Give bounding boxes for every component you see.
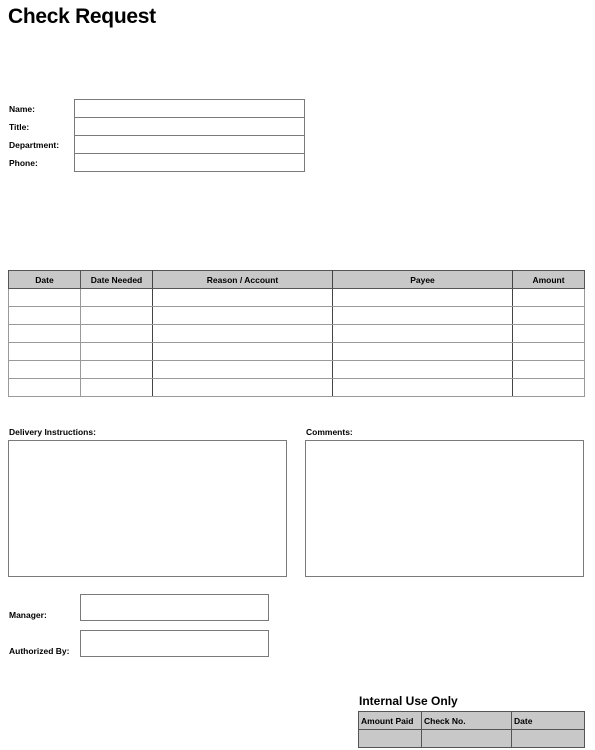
- name-label: Name:: [9, 104, 35, 114]
- check-no-cell[interactable]: [422, 730, 512, 748]
- date-cell[interactable]: [9, 289, 81, 307]
- payee-cell[interactable]: [333, 343, 513, 361]
- table-row: [9, 289, 585, 307]
- reason-account-cell[interactable]: [153, 361, 333, 379]
- manager-label: Manager:: [9, 610, 47, 620]
- department-label: Department:: [9, 140, 60, 150]
- phone-label: Phone:: [9, 158, 38, 168]
- date-needed-cell[interactable]: [81, 325, 153, 343]
- phone-field[interactable]: [75, 154, 304, 171]
- payee-cell[interactable]: [333, 325, 513, 343]
- payee-cell[interactable]: [333, 379, 513, 397]
- amount-cell[interactable]: [513, 289, 585, 307]
- title-field[interactable]: [75, 118, 304, 136]
- title-label: Title:: [9, 122, 30, 132]
- authorized-by-field[interactable]: [80, 630, 269, 657]
- table-row: [9, 361, 585, 379]
- name-field[interactable]: [75, 100, 304, 118]
- amount-cell[interactable]: [513, 361, 585, 379]
- date-needed-cell[interactable]: [81, 361, 153, 379]
- page-title: Check Request: [8, 5, 156, 28]
- amount-cell[interactable]: [513, 307, 585, 325]
- date-needed-cell[interactable]: [81, 379, 153, 397]
- reason-account-cell[interactable]: [153, 307, 333, 325]
- date-cell[interactable]: [9, 343, 81, 361]
- amount-cell[interactable]: [513, 343, 585, 361]
- payee-cell[interactable]: [333, 307, 513, 325]
- date-cell[interactable]: [9, 361, 81, 379]
- column-header-amount-paid: Amount Paid: [359, 712, 422, 730]
- column-header-payee: Payee: [333, 271, 513, 289]
- comments-label: Comments:: [306, 427, 353, 437]
- table-row: [9, 343, 585, 361]
- column-header-date-needed: Date Needed: [81, 271, 153, 289]
- reason-account-cell[interactable]: [153, 289, 333, 307]
- internal-use-header: [359, 712, 585, 730]
- internal-use-table: [358, 711, 585, 748]
- authorized-by-label: Authorized By:: [9, 646, 70, 656]
- request-table: [8, 270, 585, 397]
- date-cell[interactable]: [9, 325, 81, 343]
- amount-cell[interactable]: [513, 325, 585, 343]
- request-table-header: [9, 271, 585, 289]
- column-header-reason-account: Reason / Account: [153, 271, 333, 289]
- comments-field[interactable]: [305, 440, 584, 577]
- reason-account-cell[interactable]: [153, 325, 333, 343]
- department-field[interactable]: [75, 136, 304, 154]
- column-header-internal-date: Date: [512, 712, 585, 730]
- table-row: [9, 379, 585, 397]
- column-header-amount: Amount: [513, 271, 585, 289]
- column-header-date: Date: [9, 271, 81, 289]
- requester-info-fields: [74, 99, 305, 172]
- amount-paid-cell[interactable]: [359, 730, 422, 748]
- reason-account-cell[interactable]: [153, 343, 333, 361]
- internal-use-title: Internal Use Only: [359, 694, 458, 708]
- date-cell[interactable]: [9, 307, 81, 325]
- date-needed-cell[interactable]: [81, 289, 153, 307]
- reason-account-cell[interactable]: [153, 379, 333, 397]
- payee-cell[interactable]: [333, 361, 513, 379]
- table-row: [9, 325, 585, 343]
- delivery-instructions-label: Delivery Instructions:: [9, 427, 96, 437]
- delivery-instructions-field[interactable]: [8, 440, 287, 577]
- column-header-check-no: Check No.: [422, 712, 512, 730]
- amount-cell[interactable]: [513, 379, 585, 397]
- table-row: [359, 730, 585, 748]
- manager-field[interactable]: [80, 594, 269, 621]
- date-needed-cell[interactable]: [81, 307, 153, 325]
- date-needed-cell[interactable]: [81, 343, 153, 361]
- payee-cell[interactable]: [333, 289, 513, 307]
- date-cell[interactable]: [9, 379, 81, 397]
- table-row: [9, 307, 585, 325]
- internal-date-cell[interactable]: [512, 730, 585, 748]
